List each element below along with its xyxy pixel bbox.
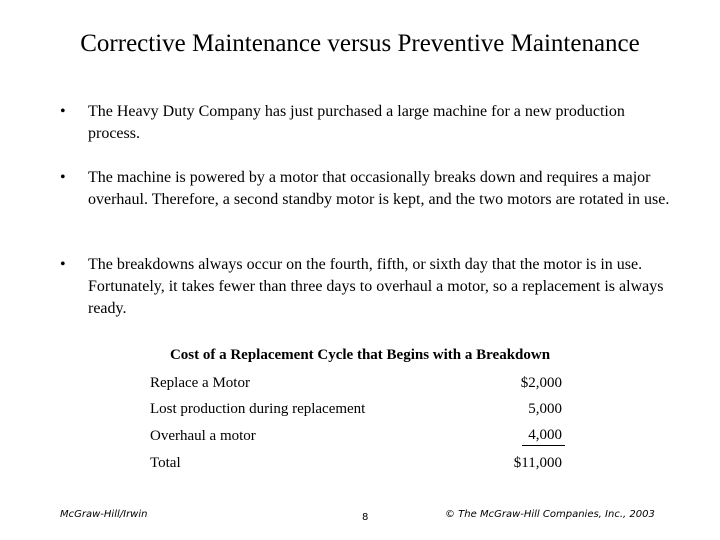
cost-value: $11,000 xyxy=(513,455,562,471)
slide-title: Corrective Maintenance versus Preventive Maintenance xyxy=(80,30,640,57)
footer-publisher: McGraw-Hill/Irwin xyxy=(60,509,148,520)
bullet-text: The breakdowns always occur on the fourth, fifth, or sixth day that the motor is in use. Fortunately, it takes fewer than three days to overhaul a motor, so a replacement is always ready. xyxy=(88,256,664,317)
cost-label: Overhaul a motor xyxy=(150,428,256,444)
cost-row-total xyxy=(150,452,562,474)
cost-value: 4,000 xyxy=(522,426,565,446)
cost-label: Replace a Motor xyxy=(150,375,250,391)
bullet-item xyxy=(60,101,678,145)
cost-label: Lost production during replacement xyxy=(150,401,366,417)
bullet-text: The Heavy Duty Company has just purchased a large machine for a new production process. xyxy=(88,103,625,142)
cost-row-overhaul xyxy=(150,425,562,447)
cost-value: 5,000 xyxy=(528,401,562,417)
cost-row-lost-production xyxy=(150,398,562,420)
bullet-marker: • xyxy=(60,103,66,120)
cost-value: $2,000 xyxy=(520,375,562,391)
cost-row-replace-motor xyxy=(150,372,562,394)
bullet-item xyxy=(60,254,678,320)
bullet-text: The machine is powered by a motor that occasionally breaks down and requires a major overhaul. Therefore, a second standby motor is kept, and the two motors are rotated in use. xyxy=(88,169,670,208)
bullet-item xyxy=(60,167,678,211)
cost-label: Total xyxy=(150,455,181,471)
bullet-marker: • xyxy=(60,256,66,273)
cost-table-title: Cost of a Replacement Cycle that Begins with a Breakdown xyxy=(169,347,551,363)
footer-page-number: 8 xyxy=(362,512,369,523)
bullet-marker: • xyxy=(60,169,66,186)
footer-copyright: © The McGraw-Hill Companies, Inc., 2003 xyxy=(445,509,655,520)
